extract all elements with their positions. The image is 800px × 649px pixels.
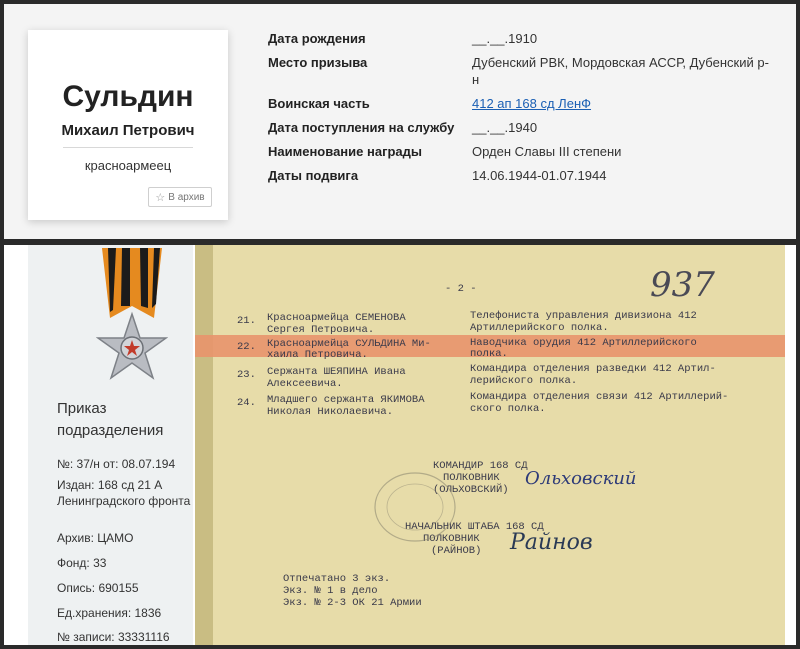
- doc-entry-role: полка.: [470, 348, 508, 360]
- doc-signature-chief: Райнов: [510, 530, 593, 555]
- doc-commander-title: КОМАНДИР 168 СД: [433, 460, 528, 472]
- doc-entry-name: Младшего сержанта ЯКИМОВА: [267, 394, 425, 406]
- doc-entry-name: Сержанта ШЕЯПИНА Ивана: [267, 366, 406, 378]
- doc-handwritten-number: 937: [650, 265, 715, 305]
- archive-button-label: В архив: [168, 191, 205, 203]
- doc-page-mark: - 2 -: [445, 283, 477, 295]
- add-to-archive-button[interactable]: [148, 187, 212, 207]
- detail-value: Орден Славы III степени: [472, 144, 622, 159]
- detail-row-unit: [268, 95, 778, 119]
- detail-value: 14.06.1944-01.07.1944: [472, 168, 607, 183]
- detail-row-service-start: [268, 119, 778, 143]
- doc-entry-name: Алексеевича.: [267, 378, 343, 390]
- details-list: [268, 30, 778, 191]
- detail-row-award: [268, 143, 778, 167]
- document-edge: [195, 245, 213, 645]
- person-card: [28, 30, 228, 220]
- doc-entry-role: ского полка.: [470, 403, 546, 415]
- detail-value: __.__.1910: [472, 31, 538, 46]
- doc-entry-role: Командира отделения разведки 412 Артил-: [470, 363, 716, 375]
- order-of-glory-medal-icon: [96, 248, 168, 390]
- detail-row-draft-place: [268, 54, 778, 95]
- card-divider: [63, 147, 193, 148]
- doc-entry-name: Сергея Петровича.: [267, 324, 375, 336]
- star-icon: ☆: [155, 191, 166, 204]
- doc-entry-role: Командира отделения связи 412 Артиллерий-: [470, 391, 729, 403]
- doc-commander-rank: ПОЛКОВНИК: [443, 472, 500, 484]
- detail-row-feat-dates: [268, 167, 778, 191]
- doc-entry-role: лерийского полка.: [470, 375, 578, 387]
- order-title: Приказ подразделения: [57, 400, 164, 439]
- order-storage-unit: Ед.хранения: 1836: [57, 606, 162, 620]
- order-fond: Фонд: 33: [57, 556, 107, 570]
- doc-entry-name: Красноармейца СЕМЕНОВА: [267, 312, 406, 324]
- detail-label: Воинская часть: [268, 96, 370, 111]
- doc-chief-rank: ПОЛКОВНИК: [423, 533, 480, 545]
- doc-signature-commander: Ольховский: [525, 468, 637, 489]
- doc-commander-name: (ОЛЬХОВСКИЙ): [433, 484, 509, 496]
- detail-label: Место призыва: [268, 55, 368, 70]
- order-opis: Опись: 690155: [57, 581, 139, 595]
- detail-label: Наименование награды: [268, 144, 423, 159]
- detail-label: Дата рождения: [268, 31, 366, 46]
- doc-entry-num: 24.: [237, 397, 256, 409]
- doc-copy-1: Экз. № 1 в дело: [283, 585, 378, 597]
- doc-copy-2-3: Экз. № 2-3 ОК 21 Армии: [283, 597, 422, 609]
- doc-entry-num: 21.: [237, 315, 256, 327]
- doc-entry-name: Красноармейца СУЛЬДИНА Ми-: [267, 338, 431, 350]
- person-rank: красноармеец: [84, 158, 172, 173]
- detail-row-birth: [268, 30, 778, 54]
- scanned-order-document: [195, 245, 785, 645]
- doc-entry-role: Телефониста управления дивизиона 412: [470, 310, 697, 322]
- detail-value: __.__.1940: [472, 120, 538, 135]
- detail-label: Дата поступления на службу: [268, 120, 455, 135]
- doc-entry-num: 23.: [237, 369, 256, 381]
- detail-label: Даты подвига: [268, 168, 359, 183]
- doc-entry-name: хаила Петровича.: [267, 349, 368, 361]
- order-issued-by: Издан: 168 сд 21 А Ленинградского фронта: [57, 478, 191, 508]
- order-record-number: № записи: 33331116: [57, 630, 170, 644]
- doc-entry-role: Наводчика орудия 412 Артиллерийского: [470, 337, 697, 349]
- military-unit-link[interactable]: 412 ап 168 сд ЛенФ: [472, 96, 592, 111]
- doc-printed-copies: Отпечатано 3 экз.: [283, 573, 391, 585]
- doc-entry-num: 22.: [237, 341, 256, 353]
- person-surname: Сульдин: [62, 80, 194, 113]
- order-number: №: 37/н от: 08.07.194: [57, 457, 176, 471]
- doc-entry-role: Артиллерийского полка.: [470, 322, 609, 334]
- order-archive: Архив: ЦАМО: [57, 531, 134, 545]
- doc-entry-name: Николая Николаевича.: [267, 406, 394, 418]
- stamp-icon: [370, 467, 460, 547]
- detail-value: Дубенский РВК, Мордовская АССР, Дубенский р-н: [472, 55, 769, 87]
- doc-chief-title: НАЧАЛЬНИК ШТАБА 168 СД: [405, 521, 544, 533]
- person-given-names: Михаил Петрович: [61, 122, 195, 139]
- doc-chief-name: (РАЙНОВ): [431, 545, 482, 557]
